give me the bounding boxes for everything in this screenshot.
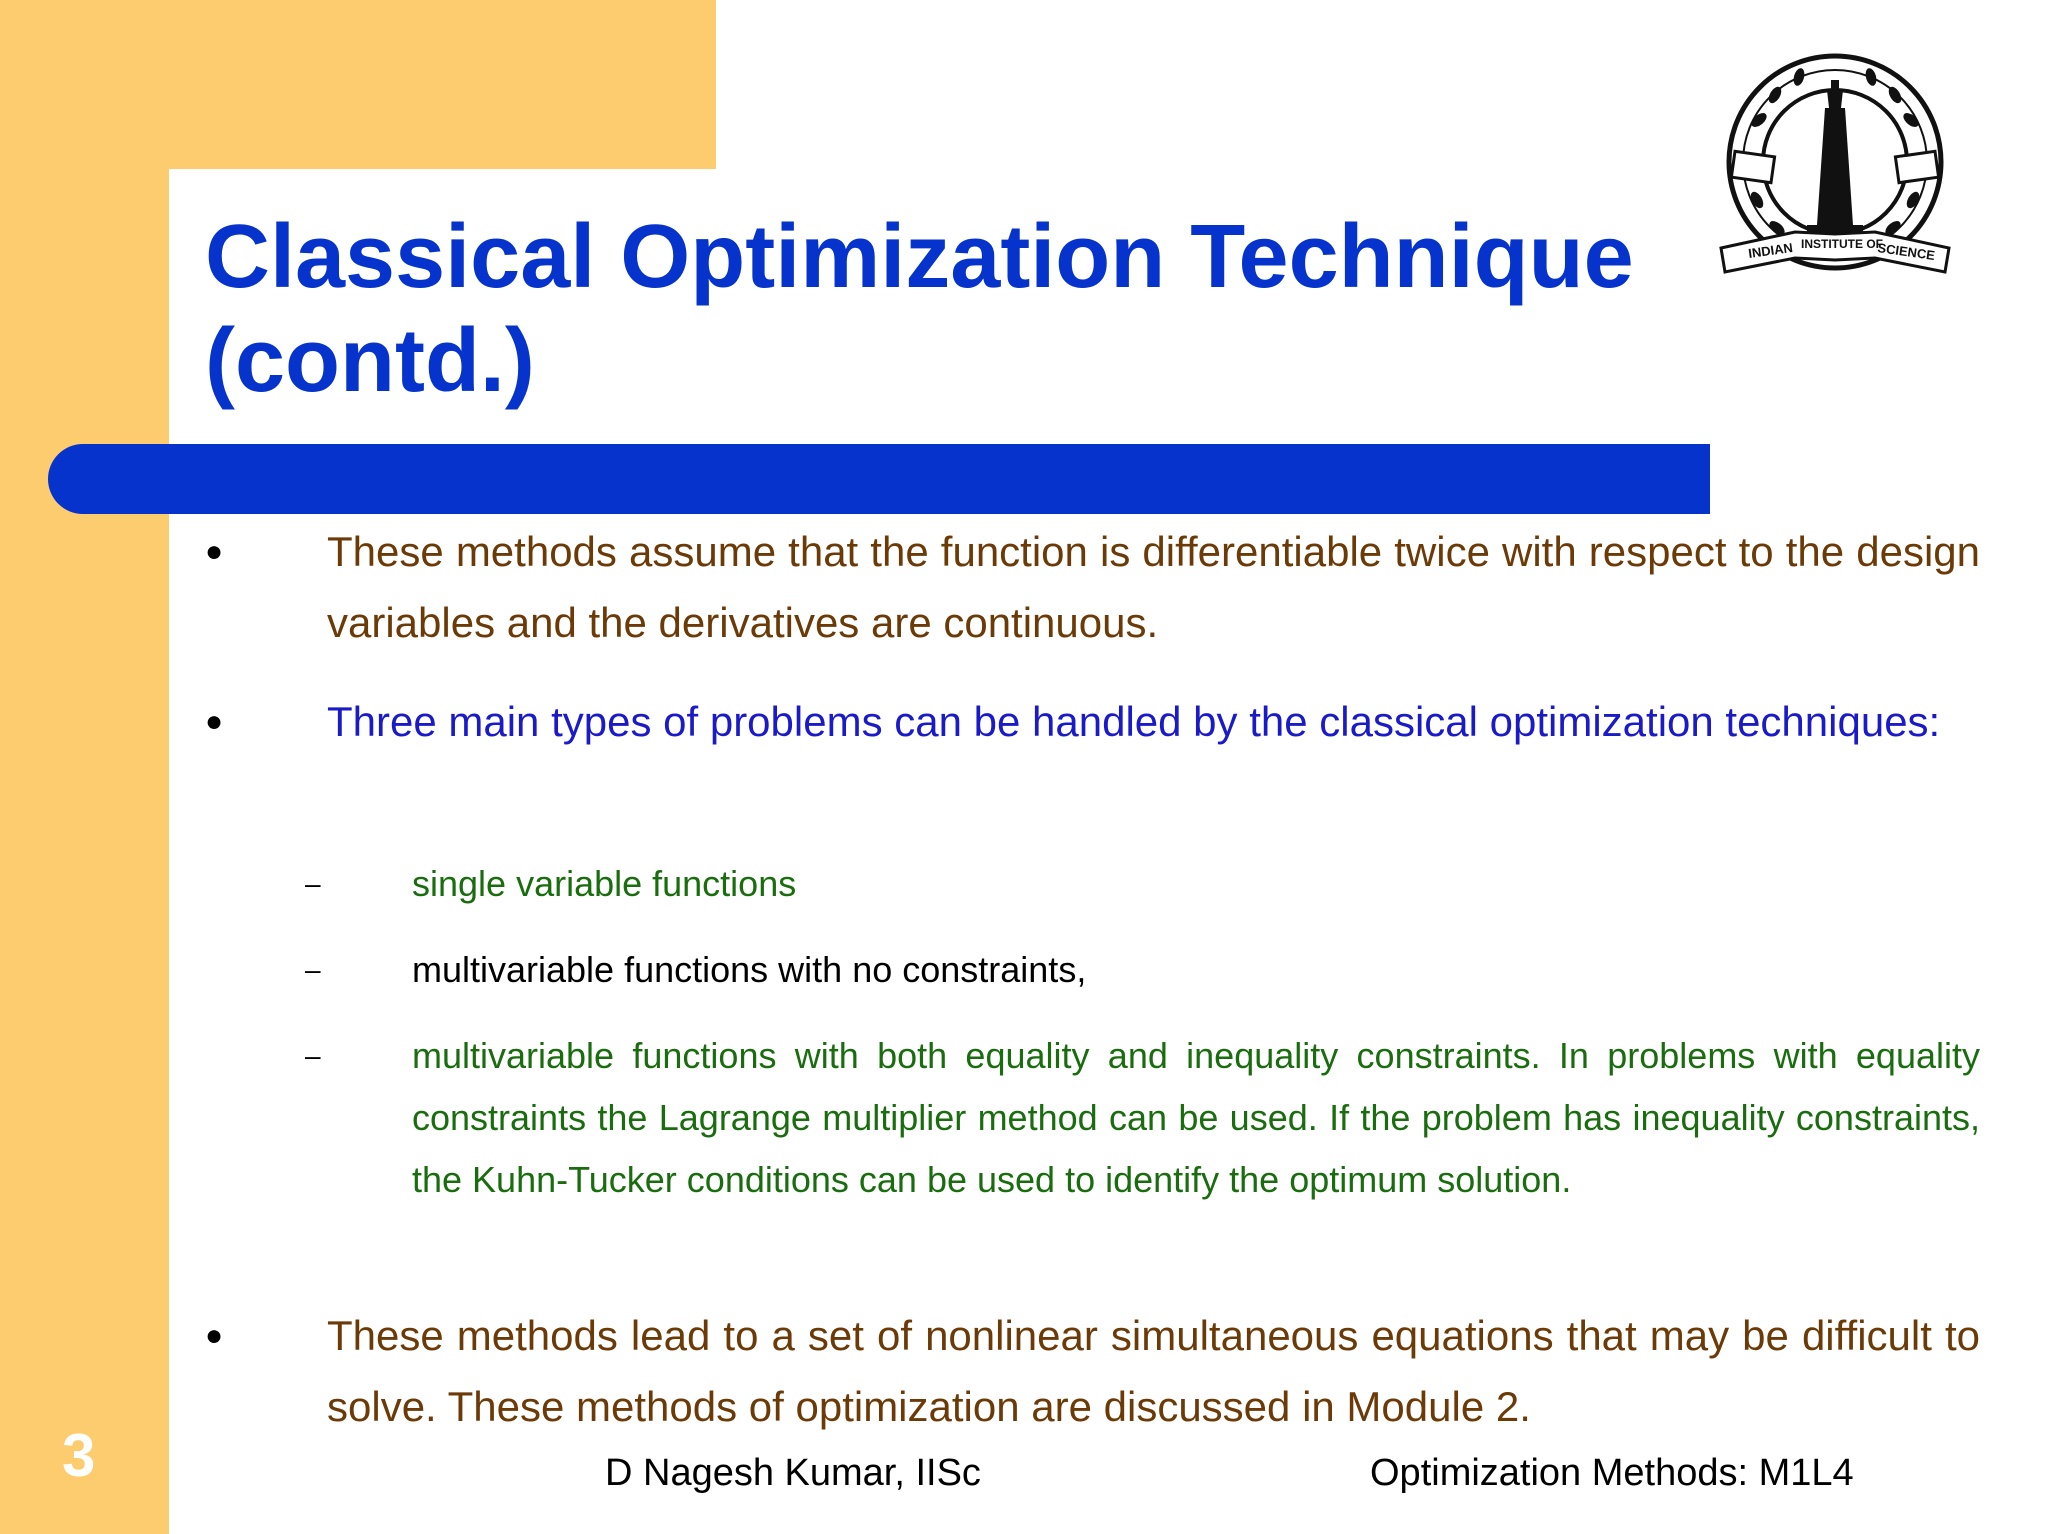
bullet-text: Three main types of problems can be handled by the classical optimization techniques: [327,698,1941,745]
left-decorative-band [0,0,169,1534]
bullet-marker: ● [205,705,224,738]
bullet-marker: ● [205,1319,224,1352]
page-number: 3 [62,1422,96,1489]
footer-author: D Nagesh Kumar, IISc [605,1452,981,1494]
sub-list-marker: – [305,1040,321,1071]
title-underline-bar [48,444,1710,514]
sub-list-text: multivariable functions with no constraints, [412,949,1087,990]
sub-list-marker: – [305,868,321,899]
title-line-2: (contd.) [205,311,535,411]
slide-title [205,205,1675,413]
bullet-marker: ● [205,535,224,568]
sub-list-text: single variable functions [412,863,797,904]
iisc-emblem-icon [1715,50,1955,295]
bullet-text: These methods assume that the function is differentiable twice with respect to the design variables and the derivatives are continuous. [327,528,1980,646]
top-decorative-band [0,0,716,169]
bullet-text: These methods lead to a set of nonlinear simultaneous equations that may be difficult to solve. These methods of optimization are discussed in Module 2. [327,1312,1980,1430]
logo-text-left: INDIAN [1747,239,1794,261]
sub-list-marker: – [305,954,321,985]
title-line-1: Classical Optimization Technique [205,207,1634,307]
logo-text-right: SCIENCE [1876,240,1936,264]
footer-course: Optimization Methods: M1L4 [1370,1452,1854,1494]
sub-list-text: multivariable functions with both equality and inequality constraints. In problems with equality constraints the Lagrange multiplier method can be used. If the problem has inequality constraints, the Kuhn-Tucker conditions can be used to identify the optimum solution. [412,1035,1980,1200]
logo-text-middle: INSTITUTE OF [1801,237,1883,251]
